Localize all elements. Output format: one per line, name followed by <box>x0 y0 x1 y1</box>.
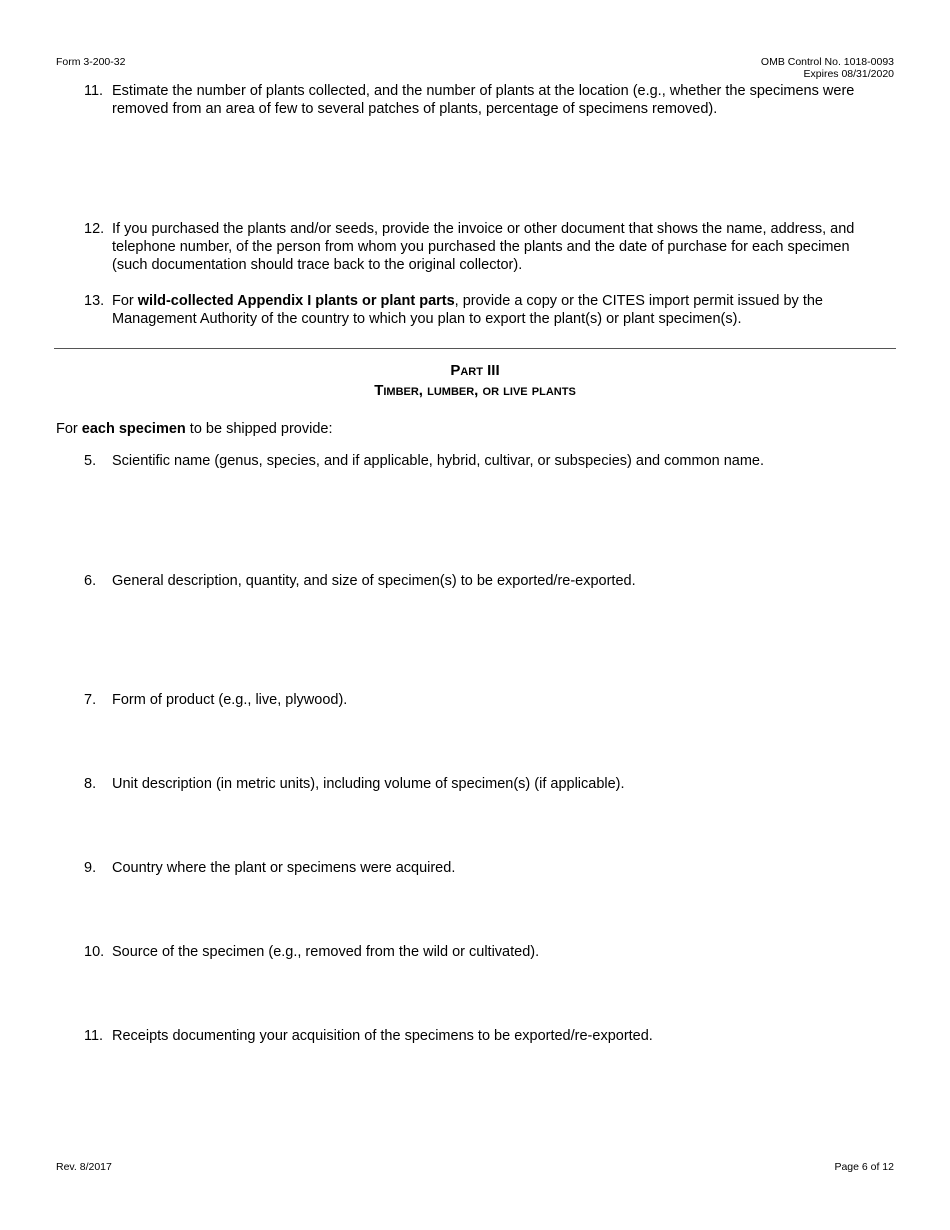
intro-prefix: For <box>56 421 82 437</box>
item-text-prefix: For <box>112 293 138 309</box>
list-item-13 <box>84 292 884 328</box>
list-item-12 <box>84 220 884 274</box>
item-text: Form of product (e.g., live, plywood). <box>112 692 348 708</box>
part-title: Part III <box>450 362 500 379</box>
page-number: Page 6 of 12 <box>834 1161 894 1173</box>
item-text: Scientific name (genus, species, and if applicable, hybrid, cultivar, or subspecies) and common name. <box>112 453 765 469</box>
item-number: 9. <box>84 860 97 876</box>
part3-item-9 <box>84 859 884 877</box>
part3-item-11 <box>84 1027 884 1045</box>
list-item-11 <box>84 82 884 118</box>
item-number: 11. <box>84 1028 104 1044</box>
expiration-date: Expires 08/31/2020 <box>803 68 894 80</box>
item-text: Country where the plant or specimens were acquired. <box>112 860 456 876</box>
section-divider <box>54 348 896 349</box>
item-text: If you purchased the plants and/or seeds, provide the invoice or other document that shows the name, address, and telephone number, of the person from whom you purchased the plants and the date of purchase for each specimen (such documentation should trace back to the original collector). <box>112 221 855 273</box>
item-number: 7. <box>84 692 97 708</box>
item-text <box>112 292 884 328</box>
part3-item-10 <box>84 943 884 961</box>
item-number: 5. <box>84 453 97 469</box>
item-text: Estimate the number of plants collected, and the number of plants at the location (e.g., whether the specimens were removed from an area of few to several patches of plants, percentage of specimens removed). <box>112 83 855 117</box>
item-text: General description, quantity, and size of specimen(s) to be exported/re-exported. <box>112 573 636 589</box>
omb-control-number: OMB Control No. 1018-0093 <box>760 56 894 68</box>
intro-bold: each specimen <box>81 421 186 437</box>
part3-item-7 <box>84 691 884 709</box>
item-text: Unit description (in metric units), including volume of specimen(s) (if applicable). <box>112 776 625 792</box>
item-number: 12. <box>84 221 105 237</box>
part3-item-5 <box>84 452 884 470</box>
part-intro <box>56 420 332 438</box>
item-number: 13. <box>84 293 105 309</box>
part3-item-8 <box>84 775 884 793</box>
item-text-suffix: , provide a copy or the CITES import permit issued by the Management Authority of the country to which you plan to export the plant(s) or plant specimen(s). <box>112 293 823 327</box>
item-text-bold: wild-collected Appendix I plants or plant parts <box>137 293 455 309</box>
item-text: Receipts documenting your acquisition of the specimens to be exported/re-exported. <box>112 1028 653 1044</box>
item-text: Source of the specimen (e.g., removed from the wild or cultivated). <box>112 944 540 960</box>
item-number: 10. <box>84 944 105 960</box>
intro-suffix: to be shipped provide: <box>185 421 333 437</box>
item-number: 8. <box>84 776 97 792</box>
item-number: 11. <box>84 83 104 99</box>
revision-date: Rev. 8/2017 <box>56 1161 112 1173</box>
part-subtitle: Timber, lumber, or live plants <box>374 382 576 399</box>
item-number: 6. <box>84 573 97 589</box>
form-number: Form 3-200-32 <box>56 56 126 68</box>
part3-item-6 <box>84 572 884 590</box>
omb-block <box>761 56 894 80</box>
